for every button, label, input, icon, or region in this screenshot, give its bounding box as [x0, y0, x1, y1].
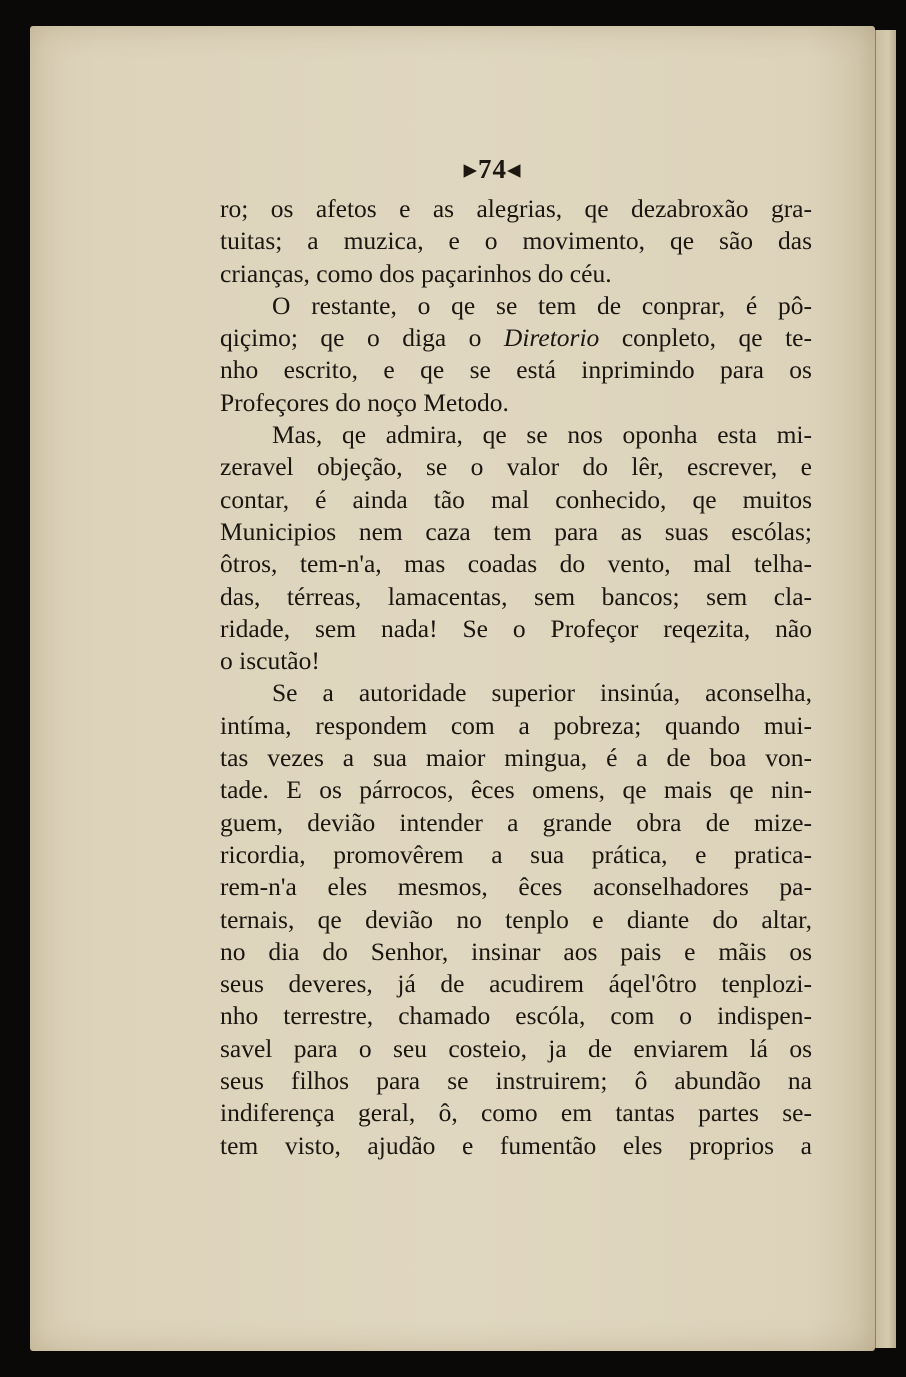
text-line: intíma, respondem com a pobreza; quando mui-	[220, 710, 812, 740]
text-line: ridade, sem nada! Se o Profeçor reqezita, não	[220, 613, 812, 643]
text-line: tuitas; a muzica, e o movimento, qe são das	[220, 226, 812, 256]
text-line: o iscutão!	[220, 646, 320, 676]
text-line: seus filhos para se instruirem; ô abundão na	[220, 1066, 812, 1096]
text-line: O restante, o qe se tem de conprar, é pô-	[272, 290, 812, 320]
body-text	[220, 193, 812, 1162]
text-line: ternais, qe devião no tenplo e diante do altar,	[220, 904, 812, 934]
text-line: ôtros, tem-n'a, mas coadas do vento, mal telha-	[220, 549, 812, 579]
text-line: crianças, como dos paçarinhos do céu.	[220, 258, 612, 288]
text-line: no dia do Senhor, insinar aos pais e mãis os	[220, 936, 812, 966]
page-number-ornament-left: ▸	[463, 154, 478, 184]
text-line: contar, é ainda tão mal conhecido, qe muitos	[220, 484, 812, 514]
text-line: nho terrestre, chamado escóla, com o indispen-	[220, 1001, 812, 1031]
text-line: das, térreas, lamacentas, sem bancos; sem cla-	[220, 581, 812, 611]
text-line: zeravel objeção, se o valor do lêr, escrever, e	[220, 452, 812, 482]
text-line: Se a autoridade superior insinúa, aconselha,	[272, 678, 812, 708]
text-line: ro; os afetos e as alegrias, qe dezabroxão gra-	[220, 194, 812, 223]
page-edge	[875, 30, 896, 1348]
text-line: tas vezes a sua maior mingua, é a de boa von-	[220, 743, 812, 773]
text-line: savel para o seu costeio, ja de enviarem lá os	[220, 1033, 812, 1063]
text-line: ricordia, promovêrem a sua prática, e pratica-	[220, 839, 812, 869]
text-line: qiçimo; qe o diga o Diretorio conpleto, qe te-	[220, 323, 812, 353]
text-line: nho escrito, e qe se está inprimindo para os	[220, 355, 812, 385]
text-line: guem, devião intender a grande obra de mize-	[220, 807, 812, 837]
page-number	[30, 154, 875, 185]
text-line: Mas, qe admira, qe se nos oponha esta mi-	[272, 420, 812, 450]
italic-title: Diretorio	[503, 323, 600, 353]
text-line: seus deveres, já de acudirem áqel'ôtro tenplozi-	[220, 969, 812, 999]
text-line: Profeçores do noço Metodo.	[220, 387, 509, 417]
text-line: indiferença geral, ô, como em tantas partes se-	[220, 1098, 812, 1128]
text-line: tade. E os párrocos, êces omens, qe mais qe nin-	[220, 775, 812, 805]
page-number-ornament-right: ◂	[507, 154, 522, 184]
text-line: tem visto, ajudão e fumentão eles proprios a	[220, 1130, 812, 1160]
text-line: rem-n'a eles mesmos, êces aconselhadores pa-	[220, 872, 812, 902]
text-line: Municipios nem caza tem para as suas escólas;	[220, 516, 812, 546]
page-number-text: 74	[478, 154, 507, 184]
